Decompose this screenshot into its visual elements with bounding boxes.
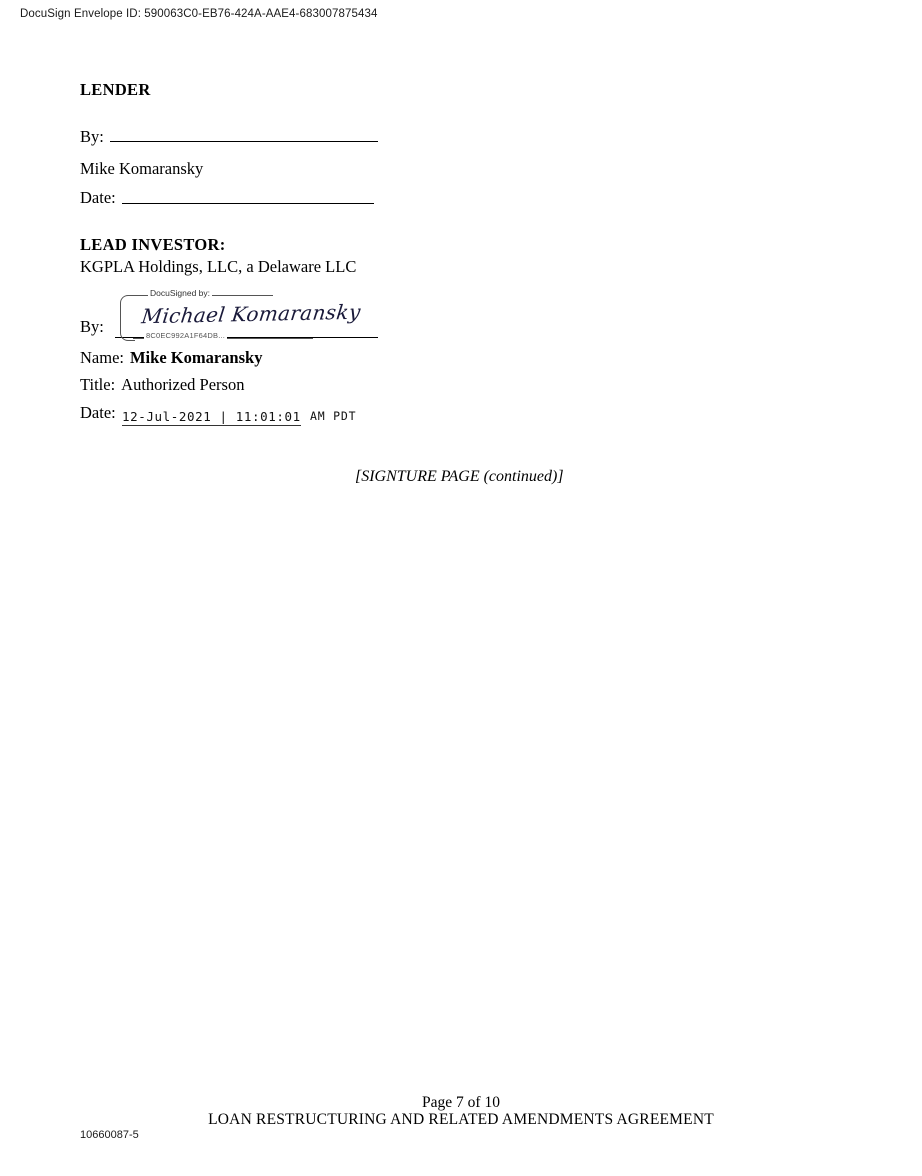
docusign-signature-stamp[interactable] [120,287,362,341]
footer-document-number: 10660087-5 [80,1129,139,1141]
signature-bracket-icon [120,295,135,341]
lender-date-label: Date: [80,188,116,208]
docusign-date-timezone: AM PDT [310,409,357,424]
lead-investor-title-value: Authorized Person [121,374,245,394]
lead-investor-name-label: Name: [80,347,124,367]
lead-investor-signature-area [80,287,780,347]
lender-date-line[interactable] [122,203,374,204]
docusign-envelope-id: DocuSign Envelope ID: 590063C0-EB76-424A-AAE4-683007875434 [20,8,378,20]
document-body [80,80,780,429]
footer-page-number: Page 7 of 10 [422,1094,500,1111]
lead-investor-entity: KGPLA Holdings, LLC, a Delaware LLC [80,256,357,276]
lead-investor-title-row [80,376,780,393]
footer-agreement-title: LOAN RESTRUCTURING AND RELATED AMENDMENTS AGREEMENT [208,1111,714,1128]
lender-date-row [80,189,780,206]
handwritten-signature: Michael Komaransky [140,299,362,328]
lead-investor-date-row [80,403,780,429]
lead-investor-name-row [80,349,780,366]
docusign-signature-guid: 8C0EC992A1F64DB... [146,330,226,340]
lead-investor-date-label: Date: [80,403,116,423]
lender-by-row [80,128,780,145]
docusigned-by-label: DocuSigned by: [150,287,211,298]
lender-name: Mike Komaransky [80,159,204,179]
lead-investor-heading: LEAD INVESTOR: [80,234,226,254]
docusign-date-stamp: 12-Jul-2021 | 11:01:01 [122,409,301,425]
lead-investor-name-value: Mike Komaransky [129,347,263,367]
lender-heading: LENDER [80,80,151,99]
lender-by-label: By: [80,127,104,146]
lead-investor-by-label: By: [80,316,104,336]
lender-signature-line[interactable] [110,141,378,142]
lead-investor-title-label: Title: [80,374,116,394]
signature-page-note: [SIGNTURE PAGE (continued)] [355,468,564,485]
